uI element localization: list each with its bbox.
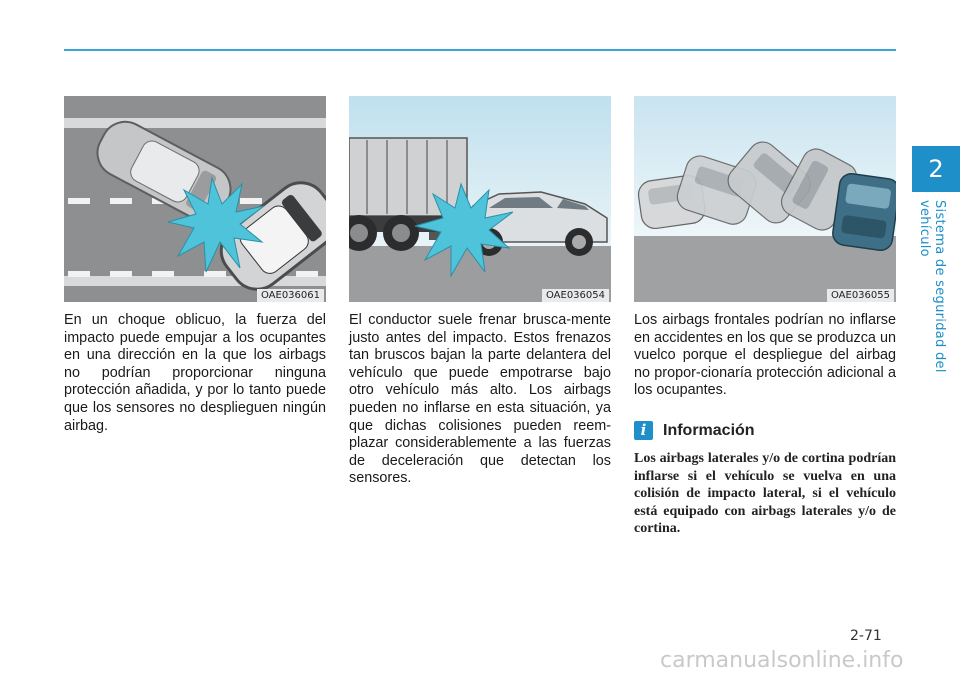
figure-oblique-crash: [64, 96, 326, 302]
paragraph-rollover: Los airbags frontales podrían no inflarse en accidentes en los que se produzca un vuelco porque el despliegue del airbag no propor-cionaría protección adicional a los ocupantes.: [634, 312, 896, 399]
paragraph-underride: El conductor suele frenar brusca-mente justo antes del impacto. Estos frenazos tan bruscos bajan la parte delantera del vehículo que puede empotrarse bajo otro vehículo más alto. Los airbags pueden no inflarse en esta situación, ya que dichas colisiones pueden reem-plazar considerablemente a las fuerzas de deceleración que detectan los sensores.: [349, 312, 611, 487]
column-oblique-crash: [64, 96, 326, 435]
info-text: Los airbags laterales y/o de cortina podrían inflarse si el vehículo se vuelva en una colisión de impacto lateral, si el vehículo está equipado con airbags laterales y/o de cortina.: [634, 450, 896, 537]
figure-rollover: [634, 96, 896, 302]
rollover-illustration: [634, 96, 896, 302]
info-heading: [634, 420, 896, 442]
paragraph-oblique-crash: En un choque oblicuo, la fuerza del impacto puede empujar a los ocupantes en una dirección en la que los airbags no podrían proporcionar ninguna protección añadida, y por lo tanto puede que los sensores no desplieguen ningún airbag.: [64, 312, 326, 434]
figure-code: OAE036055: [827, 289, 894, 302]
top-rule: [64, 49, 896, 51]
oblique-crash-illustration: [64, 96, 326, 302]
chapter-tab: 2: [912, 146, 960, 192]
underride-illustration: [349, 96, 611, 302]
chapter-title: Sistema de seguridad del vehículo: [917, 200, 947, 373]
info-icon: i: [634, 421, 653, 440]
column-rollover: [634, 96, 896, 538]
watermark: carmanualsonline.info: [660, 648, 904, 673]
info-title: Información: [663, 421, 755, 439]
page-number: 2-71: [850, 628, 882, 644]
figure-code: OAE036061: [257, 289, 324, 302]
figure-code: OAE036054: [542, 289, 609, 302]
column-underride: [349, 96, 611, 488]
figure-underride: [349, 96, 611, 302]
